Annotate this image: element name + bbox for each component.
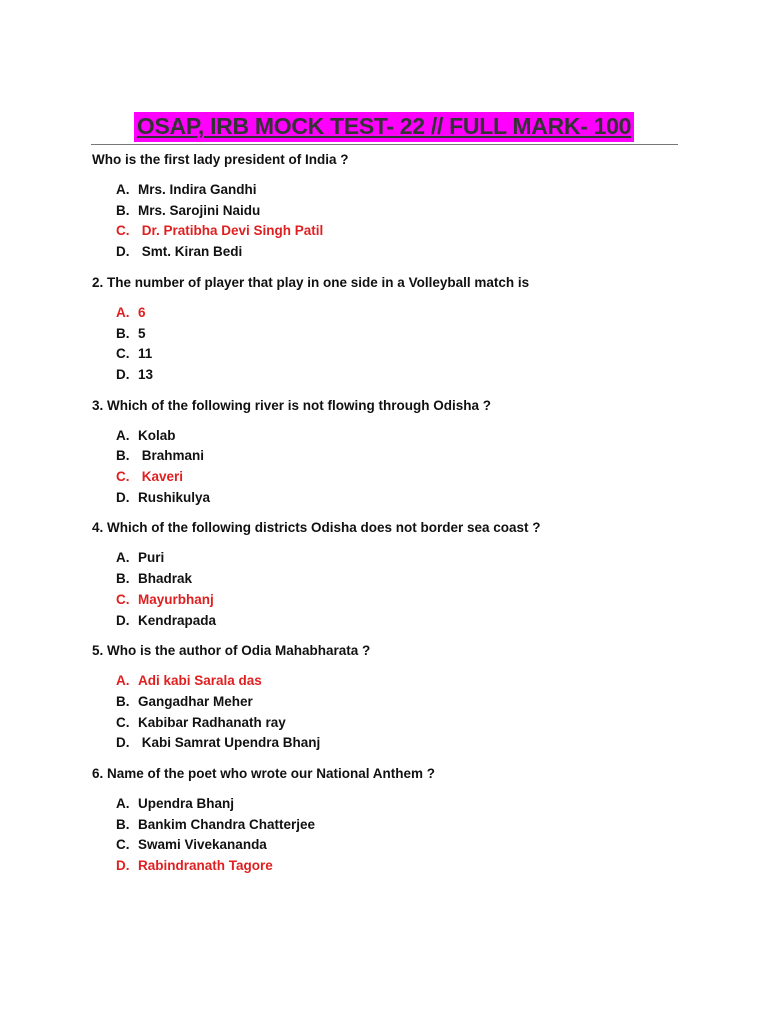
option-item (116, 344, 692, 365)
option-list (92, 794, 692, 877)
correct-option (116, 590, 692, 611)
question-text: 3. Which of the following river is not flowing through Odisha ? (92, 397, 491, 413)
option-item (116, 365, 692, 386)
option-text: Rushikulya (138, 489, 211, 505)
option-letter: B. (116, 202, 130, 218)
question-block (92, 765, 692, 877)
option-item (116, 488, 692, 509)
option-letter: C. (116, 714, 130, 730)
option-letter: A. (116, 182, 130, 197)
option-text: Bankim Chandra Chatterjee (138, 816, 316, 832)
option-item (116, 733, 692, 754)
question-block (92, 519, 692, 631)
option-letter: A. (116, 427, 130, 443)
option-letter: D. (116, 366, 130, 382)
question-block (92, 397, 692, 509)
question-block (92, 274, 692, 386)
option-item (116, 713, 692, 734)
option-item (116, 242, 692, 263)
question-text: 6. Name of the poet who wrote our National Anthem ? (92, 766, 436, 782)
option-text: Kendrapada (138, 612, 217, 628)
option-list (92, 303, 692, 386)
option-text: Bhadrak (138, 571, 193, 587)
option-letter: C. (116, 837, 130, 853)
option-letter: A. (116, 550, 130, 566)
option-letter: C. (116, 469, 130, 485)
correct-option (116, 221, 692, 242)
option-letter: A. (116, 304, 130, 320)
option-letter: B. (116, 571, 130, 587)
question-text: Who is the first lady president of India ? (92, 152, 349, 167)
option-letter: C. (116, 346, 130, 362)
option-text: Kolab (138, 427, 176, 443)
correct-option (116, 856, 692, 877)
option-text: Adi kabi Sarala das (138, 673, 262, 689)
option-letter: D. (116, 244, 130, 260)
title-divider (91, 144, 678, 145)
option-item (116, 426, 692, 447)
option-text: Kabi Samrat Upendra Bhanj (138, 735, 321, 751)
option-text: Rabindranath Tagore (138, 858, 273, 874)
option-letter: C. (116, 223, 130, 239)
question-text: 2. The number of player that play in one side in a Volleyball match is (92, 274, 530, 290)
page-title: OSAP, IRB MOCK TEST- 22 // FULL MARK- 100 (134, 112, 634, 142)
option-letter: B. (116, 325, 130, 341)
option-list (92, 426, 692, 509)
option-letter: B. (116, 448, 130, 464)
correct-option (116, 303, 692, 324)
question-block (92, 642, 692, 754)
option-item (116, 324, 692, 345)
option-text: Brahmani (138, 448, 205, 464)
option-text: Kaveri (138, 469, 184, 485)
option-text: 13 (138, 366, 154, 382)
option-text: Puri (138, 550, 165, 566)
option-text: Gangadhar Meher (138, 693, 253, 709)
option-letter: D. (116, 612, 130, 628)
option-text: Mayurbhanj (138, 591, 214, 607)
option-item (116, 692, 692, 713)
option-letter: D. (116, 489, 130, 505)
option-item (116, 569, 692, 590)
option-text: Mrs. Indira Gandhi (138, 182, 257, 197)
option-text: Swami Vivekananda (138, 837, 267, 853)
option-letter: A. (116, 796, 130, 812)
option-letter: B. (116, 693, 130, 709)
option-item (116, 611, 692, 632)
option-item (116, 794, 692, 815)
option-list (92, 548, 692, 631)
option-text: 5 (138, 325, 146, 341)
option-list (92, 180, 692, 263)
correct-option (116, 671, 692, 692)
option-letter: C. (116, 591, 130, 607)
option-item (116, 835, 692, 856)
option-text: 11 (138, 346, 153, 362)
option-item (116, 180, 692, 201)
question-text: 5. Who is the author of Odia Mahabharata ? (92, 643, 371, 659)
option-item (116, 201, 692, 222)
option-letter: B. (116, 816, 130, 832)
option-text: Mrs. Sarojini Naidu (138, 202, 261, 218)
option-letter: D. (116, 858, 130, 874)
question-list (92, 151, 692, 888)
question-text: 4. Which of the following districts Odisha does not border sea coast ? (92, 520, 541, 536)
option-item (116, 446, 692, 467)
option-letter: D. (116, 735, 130, 751)
option-text: Upendra Bhanj (138, 796, 235, 812)
option-item (116, 815, 692, 836)
option-text: Smt. Kiran Bedi (138, 244, 243, 260)
question-block (92, 151, 692, 263)
option-letter: A. (116, 673, 130, 689)
option-text: Dr. Pratibha Devi Singh Patil (138, 223, 324, 239)
option-item (116, 548, 692, 569)
option-text: 6 (138, 304, 146, 320)
option-list (92, 671, 692, 754)
correct-option (116, 467, 692, 488)
title-container (0, 112, 768, 142)
option-text: Kabibar Radhanath ray (138, 714, 286, 730)
